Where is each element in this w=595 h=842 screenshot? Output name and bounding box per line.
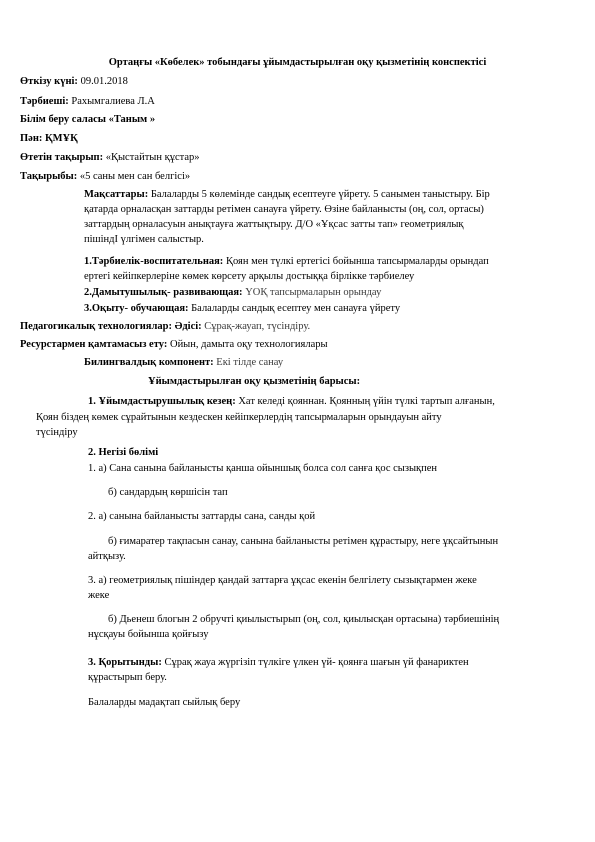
subject-label: Пән: (20, 133, 43, 144)
resources-line (20, 338, 328, 351)
step-1a: 1. а) Сана санына байланысты қанша ойыншық болса сол санға қос сызықпен (88, 463, 438, 474)
conclusion-text-1: Сұрақ жауа жүргізіп түлкіге үлкен үй- қоянға шағын үй фанариктен (161, 657, 469, 668)
conclusion-line-2: құрастырып беру. (88, 672, 167, 683)
goals-line-1 (84, 188, 490, 201)
org-stage-line-2: Қоян біздең көмек сұрайтынын кездескен кейіпкерлердің тапсырмаларын орындауын айту (36, 412, 442, 423)
resources-value: Ойын, дамыта оқу технологиялары (167, 339, 328, 350)
bilingual-label: Билингвалдық компонент: (84, 357, 214, 368)
org-stage-line-1 (88, 395, 495, 408)
task-3-value: Балаларды сандық есептеу мен санауға үйрету (188, 303, 401, 314)
task-1-line-2: ертегі кейіпкерлеріне көмек көрсету арқылы достыққа бірлікке тәрбиелеу (84, 271, 415, 282)
method-label: Әдісі: (171, 321, 202, 332)
task-2-line (84, 286, 381, 299)
step-2b-line-2: айтқызу. (88, 551, 126, 562)
step-2a: 2. а) санына байланысты заттарды сана, санды қой (88, 511, 316, 522)
technology-label: Педагогикалық технологиялар: (20, 321, 172, 332)
conclusion-line-1 (88, 656, 469, 669)
step-2b-line-1: б) ғимаратер тақпасын санау, санына байланысты ретімен құрастыру, неге ұқсайтынын (108, 536, 499, 547)
task-3-line (84, 302, 400, 315)
goals-label: Мақсаттары: (84, 189, 149, 200)
step-3b-line-2: нұсқауы бойынша қойғызу (88, 629, 209, 640)
goals-text-1: Балаларды 5 көлемінде сандық есептеуге үйрету. 5 санымен таныстыру. Бір (148, 189, 490, 200)
main-part-heading: 2. Негізі бөлімі (88, 447, 159, 458)
progress-title: Ұйымдастырылған оқу қызметінің барысы: (148, 376, 361, 387)
document-title: Ортаңғы «Көбелек» тобындағы ұйымдастырылған оқу қызметінің конспектісі (108, 57, 487, 68)
task-2-value: ҮОҚ тапсырмаларын орындау (242, 287, 382, 298)
topic-line (20, 151, 199, 164)
resources-label: Ресурстармен қамтамасыз ету: (20, 339, 168, 350)
task-1-text-1: Қоян мен түлкі ертегісі бойынша тапсырмаларды орындап (223, 256, 489, 267)
goals-line-4: пішіндІ үлгімен салыстыр. (84, 234, 204, 245)
bilingual-line (84, 356, 283, 369)
topic-label: Өтетін тақырып: (20, 152, 104, 163)
goals-line-3: заттардың орналасуын анықтауға жаттықтыру. Д/О «Ұқсас затты тап» геометриялық (84, 219, 464, 230)
method-value: Сұрақ-жауап, түсіндіру. (201, 321, 311, 332)
date-value: 09.01.2018 (77, 76, 128, 87)
step-3a-line-2: жеке (88, 590, 110, 601)
task-3-label: 3.Оқыту- обучающая: (84, 303, 189, 314)
teacher-label: Тәрбиеші: (20, 96, 69, 107)
teacher-value: Рахымгалиева Л.А (68, 96, 155, 107)
org-stage-label: 1. Ұйымдастырушылық кезең: (88, 396, 236, 407)
subject-value: ҚМҰҚ (42, 133, 78, 144)
date-line (20, 75, 128, 88)
bilingual-value: Екі тілде санау (213, 357, 284, 368)
area-label: Білім беру саласы (20, 114, 106, 125)
step-3a-line-1: 3. а) геометриялық пішіндер қандай заттарға ұқсас екенін белгілету сызықтармен жеке (88, 575, 477, 586)
conclusion-label: 3. Қорытынды: (88, 657, 162, 668)
task-1-label: 1.Тәрбиелік-воспитательная: (84, 256, 224, 267)
technology-line (20, 320, 310, 333)
subject-line (20, 132, 78, 145)
topic-value: «Қыстайтын құстар» (103, 152, 200, 163)
teacher-line (20, 95, 155, 108)
goals-line-2: қатарда орналасқан заттарды ретімен санауға үйрету. Өзіне байланысты (оң, сол, ортасы) (84, 204, 484, 215)
theme-value: «5 саны мен сан белгісі» (77, 171, 191, 182)
theme-label: Тақырыбы: (20, 171, 78, 182)
area-value: «Таным » (105, 114, 156, 125)
task-2-label: 2.Дамытушылық- развивающая: (84, 287, 243, 298)
step-1b: б) сандардың көршісін тап (108, 487, 228, 498)
task-1-line-1 (84, 255, 489, 268)
org-stage-text-1: Хат келеді қояннан. Қоянның үйін түлкі тартып алғанын, (235, 396, 495, 407)
reward-line: Балаларды мадақтап сыйлық беру (88, 697, 241, 708)
org-stage-line-3: түсіндіру (36, 427, 78, 438)
date-label: Өткізу күні: (20, 76, 78, 87)
step-3b-line-1: б) Дьенеш блогын 2 обручті қиылыстырып (оң, сол, қиылысқан ортасына) тәрбиешінің (108, 614, 500, 625)
area-line (20, 113, 155, 126)
theme-line (20, 170, 190, 183)
